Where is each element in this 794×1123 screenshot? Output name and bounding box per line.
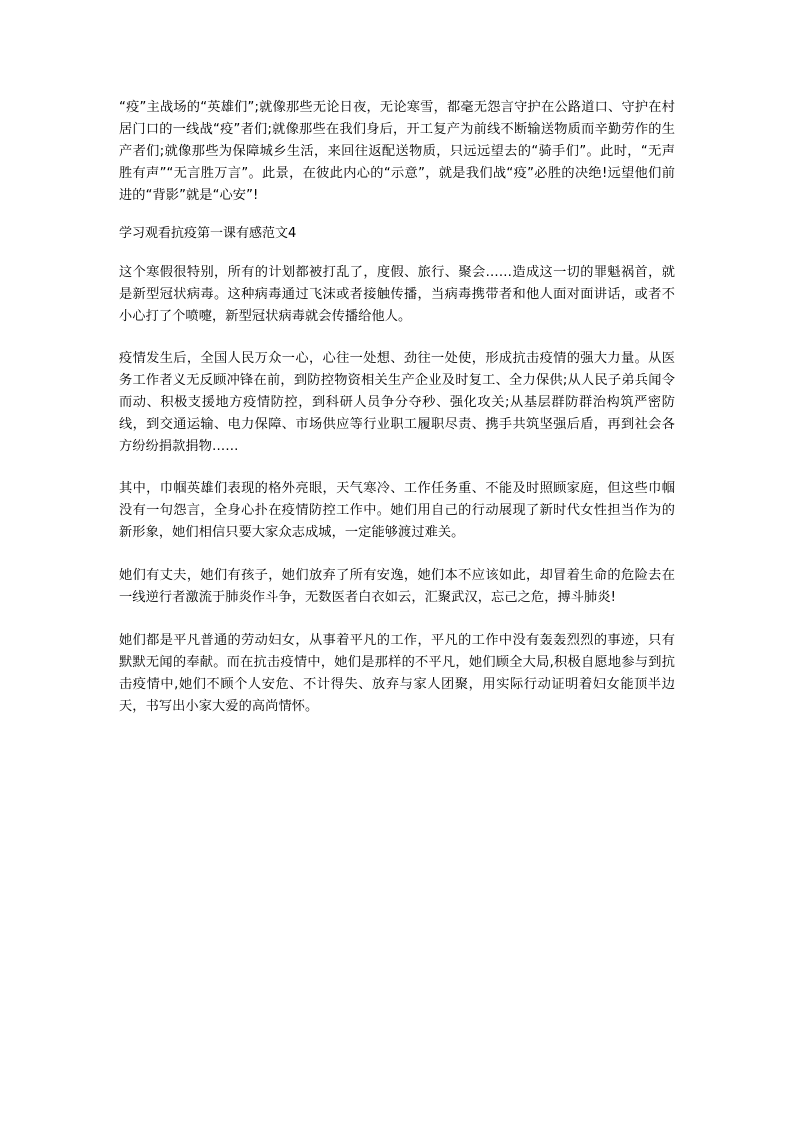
body-paragraph-2: 疫情发生后，全国人民万众一心，心往一处想、劲往一处使，形成抗击疫情的强大力量。从医务工作者义无反顾冲锋在前，到防控物资相关生产企业及时复工、全力保供;从人民子弟兵闻令而动、积极支援地方疫情防控，到科研人员争分夺秒、强化攻关;从基层群防群治构筑严密防线，到交通运输、电力保障、市场供应等行业职工履职尽责、携手共筑坚强后盾，再到社会各方纷纷捐款捐物…… bbox=[119, 351, 675, 454]
body-paragraph-3: 其中，巾帼英雄们表现的格外亮眼，天气寒冷、工作任务重、不能及时照顾家庭，但这些巾帼没有一句怨言，全身心扑在疫情防控工作中。她们用自己的行动展现了新时代女性担当作为的新形象，她们相信只要大家众志成城，一定能够渡过难关。 bbox=[119, 481, 675, 540]
section-heading: 学习观看抗疫第一课有感范文4 bbox=[119, 226, 297, 241]
body-paragraph-1: 这个寒假很特别，所有的计划都被打乱了，度假、旅行、聚会……造成这一切的罪魁祸首，就是新型冠状病毒。这种病毒通过飞沫或者接触传播，当病毒携带者和他人面对面讲话，或者不小心打了个喷嚏，新型冠状病毒就会传播给他人。 bbox=[119, 265, 675, 324]
body-paragraph-4: 她们有丈夫，她们有孩子，她们放弃了所有安逸，她们本不应该如此，却冒着生命的危险去在一线逆行者激流于肺炎作斗争，无数医者白衣如云，汇聚武汉，忘己之危，搏斗肺炎! bbox=[119, 568, 675, 605]
document-page bbox=[119, 97, 675, 718]
body-paragraph-5: 她们都是平凡普通的劳动妇女，从事着平凡的工作，平凡的工作中没有轰轰烈烈的事迹，只有默默无闻的奉献。而在抗击疫情中，她们是那样的不平凡，她们顾全大局,积极自愿地参与到抗击疫情中,她们不顾个人安危、不计得失、放弃与家人团聚，用实际行动证明着妇女能顶半边天，书写出小家大爱的高尚情怀。 bbox=[119, 633, 675, 714]
intro-paragraph: “疫”主战场的“英雄们”;就像那些无论日夜，无论寒雪，都毫无怨言守护在公路道口、守护在村居门口的一线战“疫”者们;就像那些在我们身后，开工复产为前线不断输送物质而辛勤劳作的生产者们;就像那些为保障城乡生活，来回往返配送物质，只远远望去的“骑手们”。此时，“无声胜有声”“无言胜万言”。此景，在彼此内心的“示意”，就是我们战“疫”必胜的决绝!远望他们前进的“背影”就是“心安”! bbox=[119, 100, 675, 203]
